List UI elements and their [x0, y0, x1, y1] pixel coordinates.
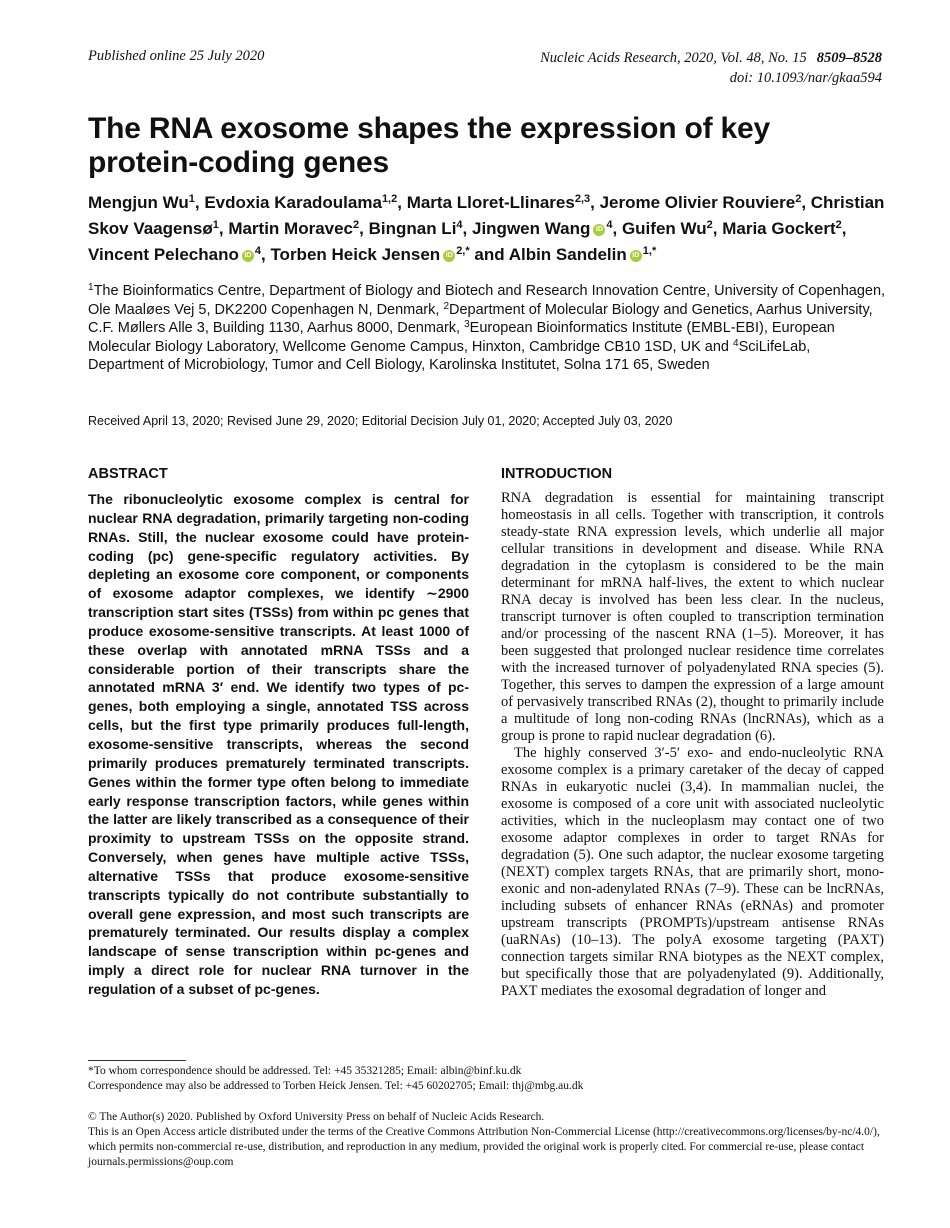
author [407, 193, 590, 212]
author-name: Jerome Olivier Rouviere [599, 193, 796, 212]
author [722, 219, 842, 238]
affiliation-text: The Bioinformatics Centre, Department of Biology and Biotech and Research Innovation Centre, University of Copenhagen, Ole Maaløes Vej 5, DK2200 Copenhagen N, Denmark, [88, 283, 886, 318]
abstract-heading: ABSTRACT [88, 466, 168, 482]
author [509, 245, 657, 264]
author-affiliation-marker: 2,* [456, 245, 470, 257]
author [204, 193, 397, 212]
introduction-heading: INTRODUCTION [501, 466, 613, 482]
author-affiliation-marker: 2 [795, 193, 802, 205]
author-affiliation-marker: 4 [606, 219, 613, 231]
author [600, 193, 802, 212]
author-name: Jingwen Wang [472, 219, 591, 238]
author [270, 245, 469, 264]
orcid-icon[interactable]: iD [242, 250, 254, 262]
abstract-section [88, 466, 469, 999]
published-date: Published online 25 July 2020 [88, 48, 265, 64]
abstract-text: The ribonucleolytic exosome complex is central for nuclear RNA degradation, primarily targeting non-coding RNAs. Still, the nuclear exosome could have protein-coding (pc) gene-specific regulatory activities. By depleting an exosome core component, or components of exosome adaptor complexes, we identify ∼2900 transcription start sites (TSSs) from within pc genes that produce exosome-sensitive transcripts. At least 1000 of these overlap with annotated mRNA TSSs and a considerable portion of their transcripts share the annotated mRNA 3′ end. We identify two types of pc-genes, both employing a single, annotated TSS across cells, but the first type primarily produces full-length, exosome-sensitive transcripts, whereas the second primarily produces prematurely terminated transcripts. Genes within the former type often belong to immediate early response transcription factors, while genes within the latter are likely transcribed as a consequence of their proximity to upstream TSSs on the opposite strand. Conversely, when genes have multiple active TSSs, alternative TSSs that produce exosome-sensitive transcripts typically do not contribute substantially to overall gene expression, and most such transcripts are prematurely terminated. Our results display a complex landscape of sense transcription within pc-genes and imply a direct role for nuclear RNA turnover in the regulation of a subset of pc-genes. [88, 491, 469, 997]
author-list: Mengjun Wu$^1$, Evdoxia Karadoulama$^{1,2}$, Marta Lloret-Llinares$^{2,3}$, Jerome Olivier Rouviere$^2$, Christian Skov Vaagensø$^1$, Martin Moravec$^2$, Bingnan Li$^4$, Jingwen Wang iD $^4$, Guifen Wu$^2$, Maria Gockert$^2$, Vincent Pelechano iD $^4$, Torben Heick Jensen iD $^{2,*}$ and Albin Sandelin iD $^{1,*}$ [88, 193, 885, 264]
author-affiliation-marker: 4 [456, 219, 463, 231]
author-name: Guifen Wu [621, 219, 707, 238]
introduction-paragraph-1: RNA degradation is essential for maintaining transcript homeostasis in all cells. Together with transcription, it controls steady-state RNA expression levels, which underlie all major cellular transitions in development and disease. While RNA degradation in the cytoplasm is considered to be the main determinant for mRNA half-lives, the extent to which nuclear RNA decay is involved has been less clear. In the nucleus, transcript turnover is often coupled to transcription termination and/or processing of the nascent RNA (1–5). Moreover, it has been suggested that prolonged nuclear residence time correlates with the increased turnover of polyadenylated RNA species (5). Together, this serves to dampen the expression of a large amount of pervasively transcribed RNAs (2), thought to primarily include a multitude of long non-coding RNAs (lncRNAs), which as a group is prone to rapid nuclear degradation (6). [501, 490, 884, 744]
correspondence-1: *To whom correspondence should be addressed. Tel: +45 35321285; Email: albin@binf.ku.dk [88, 1065, 522, 1077]
author-name: Evdoxia Karadoulama [204, 193, 382, 212]
author [88, 245, 261, 264]
affiliation-text: SciLifeLab, Department of Microbiology, Tumor and Cell Biology, Karolinska Institutet, Solna 171 65, Sweden [88, 338, 811, 374]
correspondence-footnote [88, 1064, 888, 1094]
author-name: Albin Sandelin [508, 245, 627, 264]
author-name: Christian Skov Vaagensø [88, 193, 885, 238]
author-name: Torben Heick Jensen [270, 245, 441, 264]
author-affiliation-marker: 1,2 [381, 193, 398, 205]
doi[interactable]: doi: 10.1093/nar/gkaa594 [729, 70, 882, 86]
author [88, 193, 195, 212]
license-text: This is an Open Access article distributed under the terms of the Creative Commons Attribution Non-Commercial License (http://creativecommons.org/licenses/by-nc/4.0/), which permits non-commercial re-use, distribution, and reproduction in any medium, provided the original work is properly cited. For commercial re-use, please contact journals.permissions@oup.com [88, 1126, 880, 1168]
author-affiliation-marker: 1,* [642, 245, 657, 257]
author-name: Martin Moravec [228, 219, 354, 238]
journal-header [540, 48, 882, 88]
author-name: Mengjun Wu [88, 193, 189, 212]
author-affiliation-marker: 2 [835, 219, 842, 231]
orcid-icon[interactable]: iD [593, 224, 605, 236]
author-affiliation-marker: 4 [254, 245, 261, 257]
affiliation-marker: 1 [88, 282, 94, 293]
received-dates: Received April 13, 2020; Revised June 29, 2020; Editorial Decision July 01, 2020; Accepted July 03, 2020 [88, 414, 673, 428]
affiliation-marker: 3 [464, 319, 470, 331]
author-affiliation-marker: 1 [188, 193, 195, 205]
page-range: 8509–8528 [816, 50, 882, 66]
footnote-rule [88, 1060, 186, 1061]
author-affiliation-marker: 2 [353, 219, 360, 231]
author [622, 219, 713, 238]
author-affiliation-marker: 2 [706, 219, 713, 231]
correspondence-2: Correspondence may also be addressed to Torben Heick Jensen. Tel: +45 60202705; Email: thj@mbg.au.dk [88, 1080, 584, 1092]
author-affiliation-marker: 2,3 [574, 193, 591, 205]
orcid-icon[interactable]: iD [630, 250, 642, 262]
author [472, 219, 613, 238]
affiliation-text: Department of Molecular Biology and Genetics, Aarhus University, C.F. Møllers Alle 3, Building 1130, Aarhus 8000, Denmark, [88, 301, 873, 337]
author-name: Maria Gockert [722, 219, 836, 238]
author-affiliation-marker: 1 [212, 219, 219, 231]
affiliation-marker: 2 [443, 300, 450, 312]
license-footnote [88, 1110, 888, 1170]
introduction-section [501, 466, 884, 1000]
orcid-icon[interactable]: iD [443, 250, 455, 262]
affiliations [88, 282, 888, 375]
paper-title: The RNA exosome shapes the expression of key protein-coding genes [88, 112, 770, 179]
author-name: Bingnan Li [368, 219, 457, 238]
affiliation-marker: 4 [733, 337, 739, 349]
author [369, 219, 463, 238]
author-name: Marta Lloret-Llinares [406, 193, 575, 212]
introduction-paragraph-2: The highly conserved 3′-5′ exo- and endo-nucleolytic RNA exosome complex is a primary caretaker of the decay of capped RNAs in eukaryotic nuclei (3,4). In mammalian nuclei, the exosome is composed of a core unit with associated nucleolytic activities, which in the nucleoplasm may contact one of two exosome adaptor complexes in order to target RNAs for degradation (5). One such adaptor, the nuclear exosome targeting (NEXT) complex targets RNAs, that are primarily short, mono-exonic and non-adenylated RNAs (7–9). These can be lncRNAs, including subsets of enhancer RNAs (eRNAs) and promoter upstream transcripts (PROMPTs)/upstream antisense RNAs (uaRNAs) (10–13). The polyA exosome targeting (PAXT) connection targets similar RNA biotypes as the NEXT complex, but specifically those that are polyadenylated (9). Additionally, PAXT mediates the exosomal degradation of longer and [501, 745, 884, 999]
affiliation-text: European Bioinformatics Institute (EMBL-EBI), European Molecular Biology Laboratory, Wellcome Genome Campus, Hinxton, Cambridge CB10 1SD, UK and [88, 320, 835, 355]
copyright-notice: © The Author(s) 2020. Published by Oxford University Press on behalf of Nucleic Acids Research. [88, 1111, 545, 1123]
author-name: Vincent Pelechano [88, 245, 239, 264]
journal-citation: Nucleic Acids Research, 2020, Vol. 48, No. 15 [540, 50, 807, 66]
author [228, 219, 359, 238]
